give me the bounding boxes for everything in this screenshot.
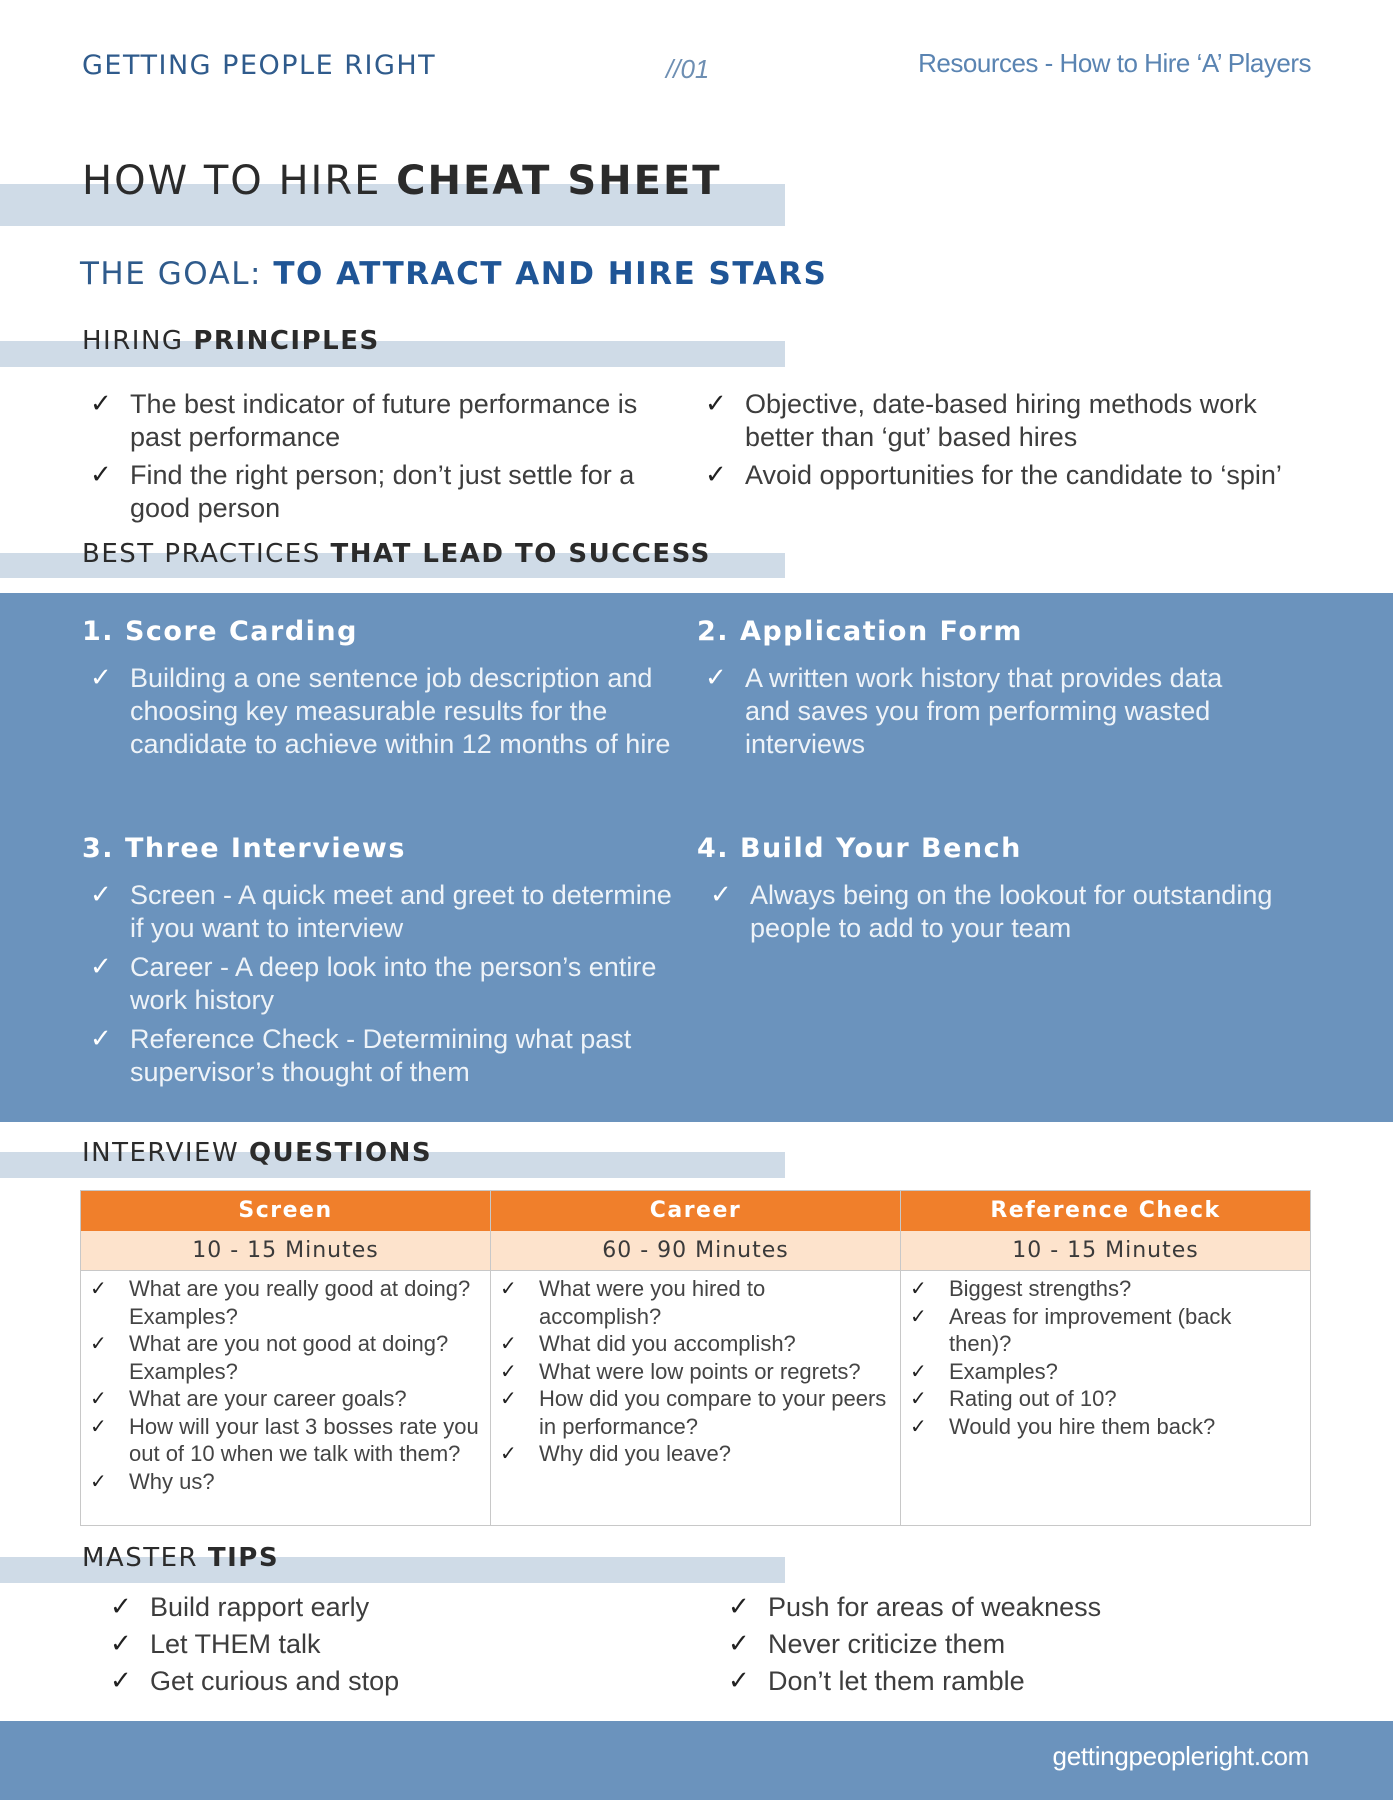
list-item: ✓ Let THEM talk (102, 1626, 662, 1663)
list-item: ✓ Rating out of 10? (910, 1386, 1117, 1411)
best-practices-heading: BEST PRACTICES THAT LEAD TO SUCCESS (82, 539, 711, 569)
check-icon: ✓ (110, 1629, 132, 1659)
resources-breadcrumb: Resources - How to Hire ‘A’ Players (918, 48, 1311, 78)
check-icon: ✓ (90, 1331, 107, 1355)
list-item: ✓ What did you accomplish? (500, 1331, 796, 1356)
check-icon: ✓ (90, 460, 112, 490)
check-icon: ✓ (90, 1468, 107, 1493)
check-icon: ✓ (500, 1441, 517, 1465)
check-icon: ✓ (90, 1024, 112, 1054)
list-item: ✓ What are your career goals? (90, 1386, 407, 1411)
list-item: ✓ Examples? (910, 1358, 1058, 1384)
check-icon: ✓ (90, 952, 112, 982)
check-icon: ✓ (910, 1386, 927, 1410)
check-icon: ✓ (910, 1303, 927, 1328)
check-icon: ✓ (728, 1592, 750, 1622)
master-tips-heading: MASTER TIPS (82, 1543, 280, 1573)
duration-screen: 10 - 15 Minutes (81, 1231, 491, 1271)
check-icon: ✓ (500, 1331, 517, 1355)
practice-title: 4. Build Your Bench (697, 833, 1022, 864)
check-icon: ✓ (705, 460, 727, 490)
list-item: ✓ Would you hire them back? (910, 1413, 1216, 1439)
list-item: ✓ Areas for improvement (back then)? (910, 1303, 1232, 1356)
questions-reference-check (901, 1271, 1311, 1526)
tips-right-list (720, 1589, 1300, 1700)
check-icon: ✓ (910, 1413, 927, 1438)
column-header-reference-check: Reference Check (901, 1191, 1311, 1231)
practice-list (82, 662, 682, 767)
list-item: ✓ What are you not good at doing? Examples? (90, 1331, 449, 1384)
check-icon: ✓ (90, 663, 112, 693)
page-title: HOW TO HIRE CHEAT SHEET (82, 158, 722, 204)
list-item: ✓ Get curious and stop (102, 1663, 662, 1700)
list-item: ✓ Why did you leave? (500, 1441, 731, 1466)
list-item: ✓ Don’t let them ramble (720, 1663, 1300, 1700)
practice-title: 2. Application Form (697, 616, 1023, 647)
check-icon: ✓ (910, 1276, 927, 1300)
list-item: ✓ How did you compare to your peers in performance? (500, 1386, 887, 1439)
interview-questions-table (80, 1190, 1311, 1526)
check-icon: ✓ (90, 880, 112, 910)
column-header-career: Career (491, 1191, 901, 1231)
list-item: ✓ Career - A deep look into the person’s entire work history (90, 952, 657, 1015)
practice-list (702, 879, 1282, 951)
list-item: ✓ Always being on the lookout for outstanding people to add to your team (710, 880, 1273, 943)
list-item: ✓ Avoid opportunities for the candidate to ‘spin’ (705, 460, 1282, 490)
check-icon: ✓ (728, 1666, 750, 1696)
list-item: ✓ Objective, date-based hiring methods work better than ‘gut’ based hires (705, 389, 1257, 452)
list-item: ✓ How will your last 3 bosses rate you out of 10 when we talk with them? (90, 1413, 479, 1466)
list-item: ✓ The best indicator of future performance is past performance (90, 389, 638, 452)
list-item: ✓ Screen - A quick meet and greet to determine if you want to interview (90, 880, 672, 943)
list-item: ✓ Push for areas of weakness (720, 1589, 1300, 1626)
tips-left-list (102, 1589, 662, 1700)
page-number: //01 (666, 54, 710, 84)
check-icon: ✓ (500, 1358, 517, 1383)
list-item: ✓ Why us? (90, 1468, 215, 1494)
check-icon: ✓ (705, 663, 727, 693)
questions-screen (81, 1271, 491, 1526)
practice-title: 1. Score Carding (82, 616, 358, 647)
check-icon: ✓ (90, 389, 112, 419)
page-footer (0, 1721, 1393, 1800)
goal-heading: THE GOAL: TO ATTRACT AND HIRE STARS (80, 256, 828, 292)
practice-title: 3. Three Interviews (82, 833, 406, 864)
duration-career: 60 - 90 Minutes (491, 1231, 901, 1271)
practice-list (697, 662, 1237, 767)
principles-right-list (697, 388, 1317, 497)
list-item: ✓ What were low points or regrets? (500, 1358, 861, 1384)
check-icon: ✓ (110, 1666, 132, 1696)
list-item: ✓ Building a one sentence job description and choosing key measurable results for the candidate to achieve within 12 months of hire (90, 663, 671, 759)
list-item: ✓ Reference Check - Determining what past supervisor’s thought of them (90, 1024, 632, 1087)
check-icon: ✓ (90, 1386, 107, 1410)
check-icon: ✓ (910, 1358, 927, 1383)
check-icon: ✓ (500, 1386, 517, 1410)
check-icon: ✓ (500, 1276, 517, 1300)
footer-url: gettingpeopleright.com (1052, 1741, 1309, 1771)
list-item: ✓ What are you really good at doing? Examples? (90, 1276, 471, 1329)
check-icon: ✓ (728, 1629, 750, 1659)
questions-career (491, 1271, 901, 1526)
list-item: ✓ Never criticize them (720, 1626, 1300, 1663)
hiring-principles-heading: HIRING PRINCIPLES (82, 326, 380, 356)
check-icon: ✓ (710, 880, 732, 910)
list-item: ✓ A written work history that provides data and saves you from performing wasted interviews (705, 663, 1223, 759)
check-icon: ✓ (90, 1276, 107, 1300)
column-header-screen: Screen (81, 1191, 491, 1231)
interview-questions-heading: INTERVIEW QUESTIONS (82, 1138, 433, 1168)
list-item: ✓ What were you hired to accomplish? (500, 1276, 766, 1329)
list-item: ✓ Biggest strengths? (910, 1276, 1132, 1301)
practice-list (82, 879, 682, 1095)
check-icon: ✓ (110, 1592, 132, 1622)
list-item: ✓ Find the right person; don’t just settle for a good person (90, 460, 635, 523)
duration-reference-check: 10 - 15 Minutes (901, 1231, 1311, 1271)
list-item: ✓ Build rapport early (102, 1589, 662, 1626)
page-header (0, 46, 1393, 86)
check-icon: ✓ (90, 1413, 107, 1438)
brand-name: GETTING PEOPLE RIGHT (82, 50, 437, 81)
check-icon: ✓ (705, 389, 727, 419)
principles-left-list (82, 388, 687, 530)
